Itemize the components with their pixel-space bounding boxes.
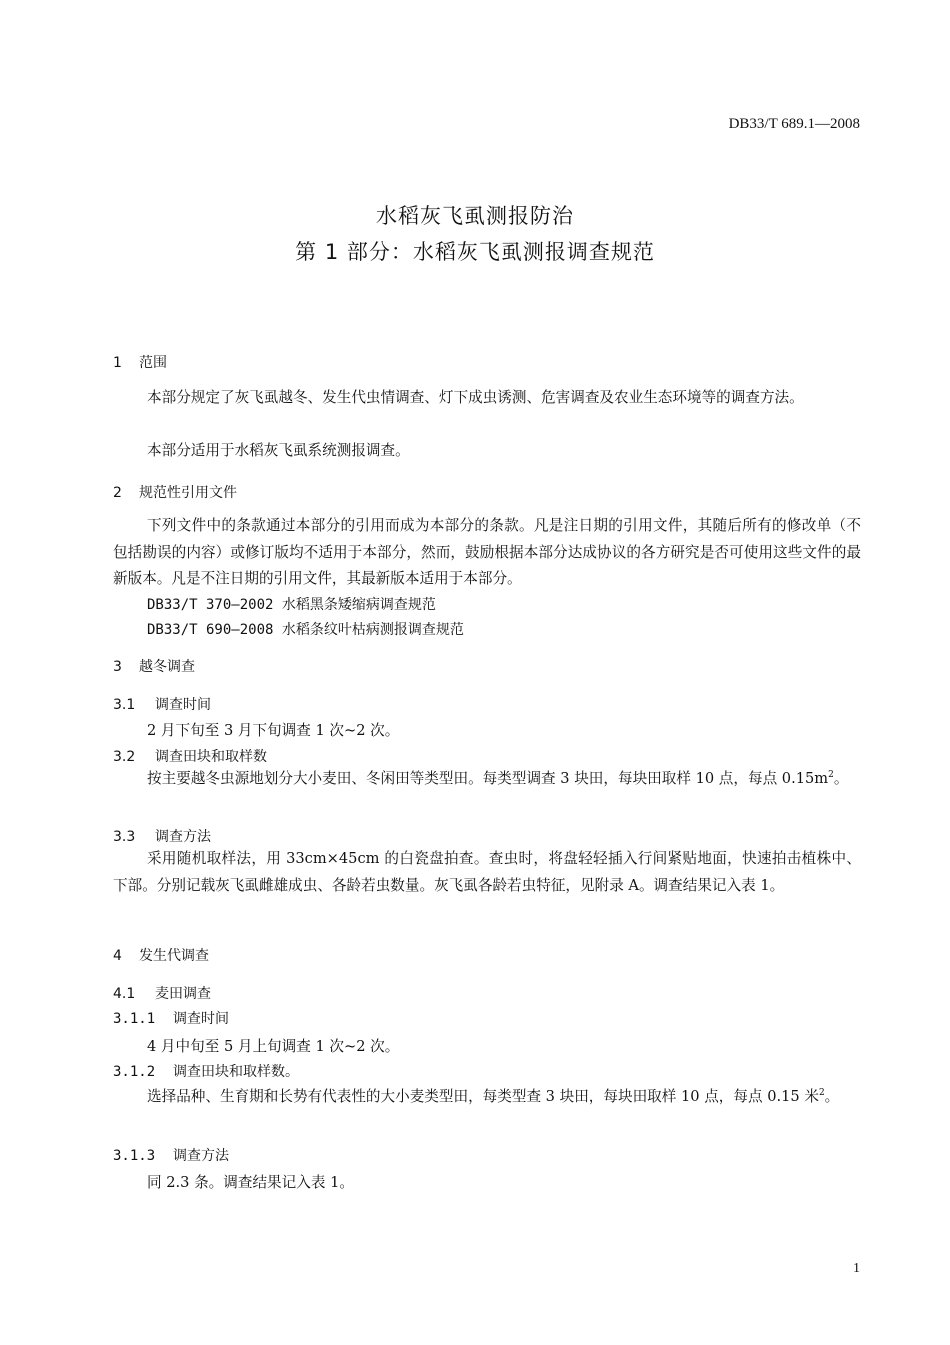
text: 按主要越冬虫源地划分大小麦田、冬闲田等类型田。每类型调查 3 块田，每块田取样 10 点，每点 0.15m — [147, 770, 829, 787]
clause-title: 调查田块和取样数。 — [173, 1064, 299, 1080]
subsection-title: 麦田调查 — [155, 986, 211, 1002]
clause-3-1-2-text — [113, 1084, 861, 1111]
clause-number: 3.1.2 — [113, 1064, 156, 1080]
superscript: 2 — [828, 770, 834, 781]
subsection-title: 调查方法 — [155, 829, 211, 845]
text: 。 — [824, 1088, 840, 1105]
doc-title-line2: 第 1 部分：水稻灰飞虱测报调查规范 — [295, 240, 655, 264]
section-1-heading — [113, 352, 167, 372]
section-2-paragraph-1: 下列文件中的条款通过本部分的引用而成为本部分的条款。凡是注日期的引用文件，其随后所有的修改单（不包括勘误的内容）或修订版均不适用于本部分，然而，鼓励根据本部分达成协议的各方研究是否可使用这些文件的最新版本。凡是不注日期的引用文件，其最新版本适用于本部分。 — [113, 517, 861, 587]
document-number: DB33/T 689.1—2008 — [728, 116, 860, 132]
section-3-heading — [113, 656, 195, 676]
section-1-paragraph-2: 本部分适用于水稻灰飞虱系统测报调查。 — [147, 442, 410, 459]
section-title: 规范性引用文件 — [139, 485, 237, 501]
section-4-heading — [113, 945, 209, 965]
subsection-4-1-heading — [113, 983, 211, 1003]
subsection-title: 调查田块和取样数 — [155, 749, 267, 765]
page-number: 1 — [853, 1261, 860, 1276]
clause-number: 3.1.3 — [113, 1148, 156, 1164]
subsection-3-2-text — [113, 766, 861, 793]
text: 选择品种、生育期和长势有代表性的大小麦类型田，每类型查 3 块田，每块田取样 10 点，每点 0.15 米 — [147, 1088, 819, 1105]
text: 。 — [833, 770, 849, 787]
subsection-3-3-text: 采用随机取样法，用 33cm×45cm 的白瓷盘拍查。查虫时，将盘轻轻插入行间紧贴地面，快速拍击植株中、下部。分别记载灰飞虱雌雄成虫、各龄若虫数量。灰飞虱各龄若虫特征，见附录 A。调查结果记入表 1。 — [113, 850, 861, 894]
section-title: 越冬调查 — [139, 659, 195, 675]
clause-title: 调查时间 — [173, 1011, 229, 1027]
subsection-title: 调查时间 — [155, 697, 211, 713]
subsection-3-1-text: 2 月下旬至 3 月下旬调查 1 次~2 次。 — [147, 722, 400, 739]
clause-number: 3.1.1 — [113, 1011, 156, 1027]
clause-3-1-1-text: 4 月中旬至 5 月上旬调查 1 次~2 次。 — [147, 1038, 400, 1055]
clause-3-1-3-heading — [113, 1145, 229, 1165]
subsection-number: 3.3 — [113, 829, 136, 845]
section-title: 发生代调查 — [139, 948, 209, 964]
section-number: 1 — [113, 355, 122, 371]
reference-2: DB33/T 690—2008 水稻条纹叶枯病测报调查规范 — [147, 622, 464, 638]
reference-1: DB33/T 370—2002 水稻黑条矮缩病调查规范 — [147, 597, 436, 613]
clause-title: 调查方法 — [173, 1148, 229, 1164]
section-2-heading — [113, 482, 237, 502]
section-1-paragraph-1: 本部分规定了灰飞虱越冬、发生代虫情调查、灯下成虫诱测、危害调查及农业生态环境等的调查方法。 — [147, 389, 804, 406]
section-number: 2 — [113, 485, 122, 501]
section-number: 4 — [113, 948, 122, 964]
subsection-number: 3.2 — [113, 749, 136, 765]
clause-3-1-2-heading — [113, 1061, 299, 1081]
section-title: 范围 — [139, 355, 167, 371]
section-number: 3 — [113, 659, 122, 675]
subsection-number: 4.1 — [113, 986, 136, 1002]
subsection-3-3-heading — [113, 826, 211, 846]
clause-3-1-3-text: 同 2.3 条。调查结果记入表 1。 — [147, 1174, 354, 1191]
doc-title-line1: 水稻灰飞虱测报防治 — [376, 204, 574, 228]
superscript: 2 — [818, 1088, 825, 1099]
subsection-3-2-heading — [113, 746, 267, 766]
clause-3-1-1-heading — [113, 1008, 229, 1028]
subsection-number: 3.1 — [113, 697, 136, 713]
subsection-3-1-heading — [113, 694, 211, 714]
